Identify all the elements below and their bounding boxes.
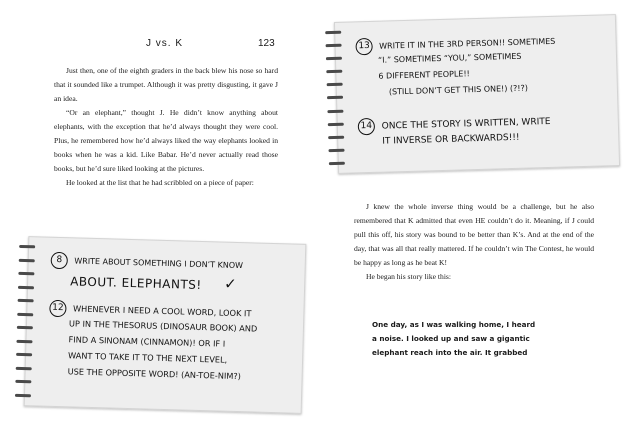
note-item-14 [358, 113, 551, 135]
note-line: USE THE OPPOSITE WORD! (AN-TOE-NIM?) [67, 366, 242, 382]
note-line: (STILL DON’T GET THIS ONE!) (?!?) [388, 83, 529, 97]
note-line: UP IN THE THESORUS (DINOSAUR BOOK) AND [68, 318, 258, 334]
item-number-circle: 12 [49, 300, 66, 317]
story-line: One day, as I was walking home, I heard [372, 320, 536, 329]
left-page [0, 0, 316, 432]
note-line: WRITE IT IN THE 3RD PERSON!! SOMETIMES [379, 36, 556, 51]
item-number-circle: 13 [355, 38, 372, 55]
paragraph: He began his story like this: [366, 272, 451, 281]
spiral-binding [325, 31, 345, 165]
notebook-page-left [24, 236, 307, 414]
note-line: WANT TO TAKE IT TO THE NEXT LEVEL, [67, 350, 228, 365]
note-line: 6 DIFFERENT PEOPLE!! [378, 69, 470, 81]
running-head: J vs. K [146, 38, 184, 49]
note-line: ONCE THE STORY IS WRITTEN, WRITE [381, 116, 551, 132]
note-line: WRITE ABOUT SOMETHING I DON’T KNOW [74, 256, 244, 271]
right-body-text [354, 200, 594, 284]
item-number-circle: 14 [358, 118, 375, 135]
paragraph: He looked at the list that he had scribbled on a piece of paper: [66, 178, 254, 187]
spiral-binding [15, 245, 35, 397]
right-page [316, 0, 633, 432]
note-line: WHENEVER I NEED A COOL WORD, LOOK IT [72, 303, 252, 319]
note-item-13 [355, 33, 555, 56]
story-excerpt [372, 318, 602, 360]
note-line: IT INVERSE OR BACKWARDS!!! [382, 132, 520, 147]
item-number-circle: 8 [51, 252, 68, 269]
note-line: FIND A SINONAM (CINNAMON)! OR IF I [68, 334, 226, 349]
checkmark-icon: ✓ [223, 274, 238, 293]
story-line: elephant reach into the air. It grabbed [372, 348, 528, 357]
note-line-elephants: ABOUT. ELEPHANTS! [69, 274, 202, 293]
note-line: “I.” SOMETIMES “YOU,” SOMETIMES [377, 51, 522, 65]
notebook-page-right [334, 14, 620, 174]
page-number: 123 [258, 38, 275, 49]
paragraph: J knew the whole inverse thing would be a challenge, but he also remembered that K admitted that even HE couldn’t do it. Meaning, if J could pull this off, his story was bound to be better than K’s. And at the end of the day, that was all that really mattered. If he couldn’t win The Contest, he would be happy as long as he beat K! [354, 202, 594, 267]
left-body-text [54, 64, 278, 190]
paragraph: “Or an elephant,” thought J. He didn’t know anything about elephants, with the exception that he’d always thought they were cool. Plus, he remembered how he’d always liked the way elephants looked in books when he was a kid. Like Babar. He’d never actually read those books, but he’d sure liked looking at the pictures. [54, 108, 278, 173]
story-line: a noise. I looked up and saw a gigantic [372, 334, 530, 343]
paragraph: Just then, one of the eighth graders in the back blew his nose so hard that it sounded like a trumpet. Although it was pretty disgusting, it gave J an idea. [54, 66, 278, 103]
note-item-8 [51, 252, 244, 274]
